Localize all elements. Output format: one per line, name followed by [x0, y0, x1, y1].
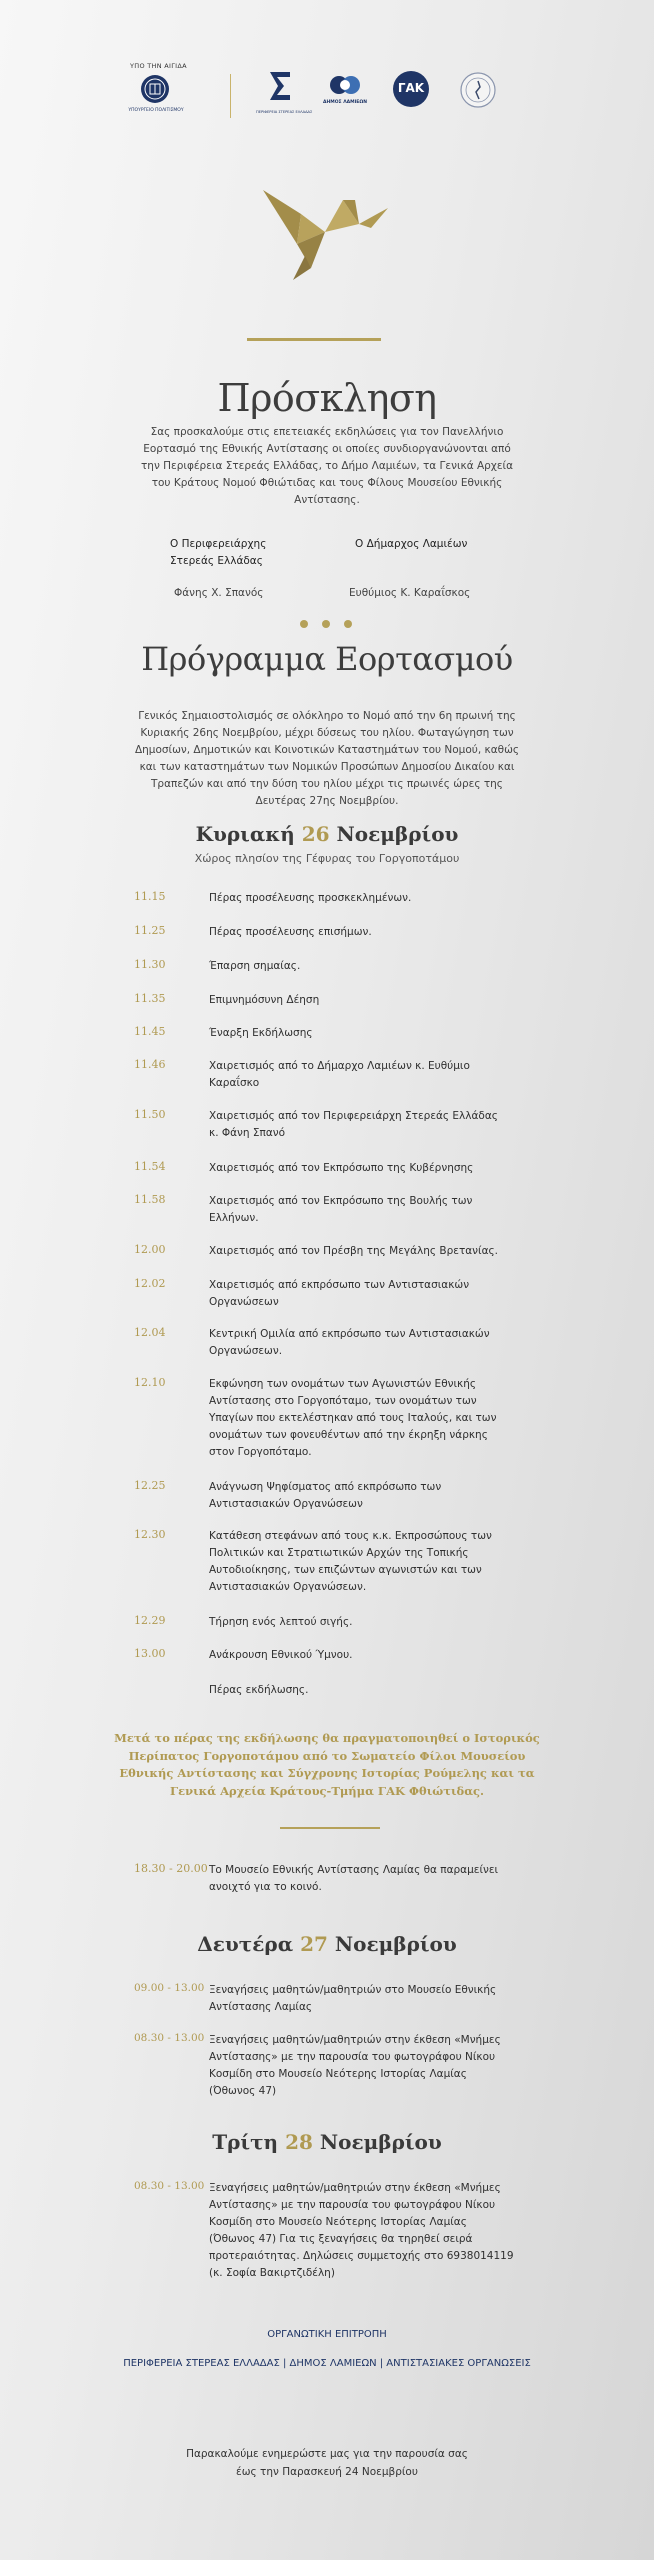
signatory-left-title [170, 536, 266, 570]
schedule-time: 11.46 [134, 1058, 166, 1071]
schedule-text: Χαιρετισμός από τον Εκπρόσωπο της Κυβέρνησης [209, 1162, 474, 1174]
committee-label: ΟΡΓΑΝΩΤΙΚΗ ΕΠΙΤΡΟΠΗ [267, 2329, 387, 2340]
signatory-right-title: Ο Δήμαρχος Λαμιέων [355, 538, 468, 550]
program-title: Πρόγραμμα Εορτασμού [141, 640, 513, 678]
day1-weekday: Κυριακή [195, 822, 302, 846]
day3-weekday: Τρίτη [212, 2130, 286, 2154]
municipality-logo [328, 72, 362, 98]
signatory-left-line1: Ο Περιφερειάρχης [170, 538, 267, 550]
rsvp-line1: Παρακαλούμε ενημερώστε μας για την παρουσία σας [186, 2448, 468, 2460]
schedule-text: Χαιρετισμός από εκπρόσωπο των Αντιστασιακών Οργανώσεων [209, 1279, 470, 1308]
gak-letters: ΓΑΚ [397, 81, 425, 95]
invitation-body: Σας προσκαλούμε στις επετειακές εκδηλώσεις για τον Πανελλήνιο Εορτασμό της Εθνικής Αντίστασης οι οποίες συνδιοργανώνονται από την Περιφέρεια Στερεάς Ελλάδας, το Δήμο Λαμιέων, τα Γενικά Αρχεία του Κράτους Νομού Φθιώτιδας και τους Φίλους Μουσείου Εθνικής Αντίστασης. [140, 426, 514, 506]
day2-weekday: Δευτέρα [197, 1932, 301, 1956]
schedule-text: Εκφώνηση των ονομάτων των Αγωνιστών Εθνικής Αντίστασης στο Γοργοπόταμο, των ονομάτων των Υπαγίων που εκτελέστηκαν από τους Ιταλούς, και των ονομάτων των φονευθέντων από την έκρηξη νάρκης στον Γοργοπόταμο. [209, 1378, 497, 1458]
schedule-text: Χαιρετισμός από τον Εκπρόσωπο της Βουλής των Ελλήνων. [209, 1195, 473, 1224]
gold-dots-divider [300, 620, 352, 628]
schedule-text: Χαιρετισμός από τον Περιφερειάρχη Στερεάς Ελλάδας κ. Φάνη Σπανό [209, 1110, 498, 1139]
signatory-left-line2: Στερεάς Ελλάδας [170, 555, 263, 567]
schedule-text: Πέρας εκδήλωσης. [209, 1684, 309, 1696]
day2-number: 27 [300, 1932, 328, 1956]
association-seal-logo [460, 72, 496, 108]
schedule-time: 11.25 [134, 924, 166, 937]
day1-number: 26 [301, 822, 330, 846]
schedule-text: Ξεναγήσεις μαθητών/μαθητριών στο Μουσείο Εθνικής Αντίστασης Λαμίας [209, 1984, 497, 2013]
day3-number: 28 [285, 2130, 313, 2154]
schedule-text: Επιμνημόσυνη Δέηση [209, 994, 320, 1006]
signatory-left-name: Φάνης Χ. Σπανός [174, 587, 264, 599]
day3-month: Νοεμβρίου [312, 2130, 442, 2154]
museum-text: Το Μουσείο Εθνικής Αντίστασης Λαμίας θα παραμείνει ανοιχτό για το κοινό. [209, 1864, 499, 1893]
ministry-emblem-icon [140, 74, 170, 104]
gold-divider-notice [280, 1827, 380, 1829]
rsvp-line2: έως την Παρασκευή 24 Νοεμβρίου [236, 2466, 418, 2478]
header-logos [130, 62, 510, 122]
day1-heading [0, 822, 654, 846]
schedule-time: 11.50 [134, 1108, 166, 1121]
schedule-time: 12.30 [134, 1528, 166, 1541]
day1-place: Χώρος πλησίον της Γέφυρας του Γοργοποτάμου [194, 852, 460, 865]
walk-notice: Μετά το πέρας της εκδήλωσης θα πραγματοποιηθεί ο Ιστορικός Περίπατος Γοργοποτάμου από το Σωματείο Φίλοι Μουσείου Εθνικής Αντίστασης και Σύγχρονης Ιστορίας Ρούμελης και τα Γενικά Αρχεία Κράτους-Τμήμα ΓΑΚ Φθιώτιδας. [114, 1731, 540, 1798]
schedule-text: Ανάγνωση Ψηφίσματος από εκπρόσωπο των Αντιστασιακών Οργανώσεων [209, 1481, 442, 1510]
day2-heading [0, 1932, 654, 1956]
signatory-right-name: Ευθύμιος Κ. Καραΐσκος [349, 587, 471, 599]
schedule-text: Κεντρική Ομιλία από εκπρόσωπο των Αντιστασιακών Οργανώσεων. [209, 1328, 490, 1357]
schedule-text: Ξεναγήσεις μαθητών/μαθητριών στην έκθεση «Μνήμες Αντίστασης» με την παρουσία του φωτογράφου Νίκου Κοσμίδη στο Μουσείο Νεότερης Ιστορίας Λαμίας (Όθωνος 47) Για τις ξεναγήσεις θα τηρηθεί σειρά προτεραιότητας. Δηλώσεις συμμετοχής στο 6938014119 (κ. Σοφία Βακιρτζιδέλη) [209, 2182, 514, 2279]
schedule-time: 12.04 [134, 1326, 166, 1339]
schedule-text: Χαιρετισμός από το Δήμαρχο Λαμιέων κ. Ευθύμιο Καραΐσκο [209, 1060, 470, 1089]
schedule-time: 11.45 [134, 1025, 166, 1038]
schedule-time: 12.10 [134, 1376, 166, 1389]
schedule-time: 11.54 [134, 1160, 166, 1173]
schedule-text: Κατάθεση στεφάνων από τους κ.κ. Εκπροσώπους των Πολιτικών και Στρατιωτικών Αρχών της Τοπικής Αυτοδιοίκησης, των επιζώντων αγωνιστών και των Αντιστασιακών Οργανώσεων. [209, 1530, 492, 1593]
schedule-time: 11.35 [134, 992, 166, 1005]
schedule-time: 13.00 [134, 1647, 166, 1660]
municipality-emblem-icon [328, 72, 362, 98]
municipality-caption: ΔΗΜΟΣ ΛΑΜΙΕΩΝ [323, 100, 367, 105]
schedule-time: 08.30 - 13.00 [134, 2032, 205, 2044]
program-intro: Γενικός Σημαιοστολισμός σε ολόκληρο το Νομό από την 6η πρωινή της Κυριακής 26ης Νοεμβρίου, μέχρι δύσεως του ηλίου. Φωταγώγηση των Δημοσίων, Δημοτικών και Κοινοτικών Καταστημάτων του Νομού, καθώς και των καταστημάτων των Νομικών Προσώπων Δημοσίου Δικαίου και Τραπεζών και από την δύση του ηλίου μέχρι τις πρωινές ώρες της Δευτέρας 27ης Νοεμβρίου. [134, 710, 520, 807]
schedule-time: 11.58 [134, 1193, 166, 1206]
schedule-time: 11.15 [134, 890, 166, 903]
ministry-of-culture-logo [140, 74, 170, 104]
day3-heading [0, 2130, 654, 2154]
schedule-text: Τήρηση ενός λεπτού σιγής. [209, 1616, 353, 1628]
day1-month: Νοεμβρίου [329, 822, 459, 846]
region-logo [267, 70, 293, 108]
organizers-line: ΠΕΡΙΦΕΡΕΙΑ ΣΤΕΡΕΑΣ ΕΛΛΑΔΑΣ | ΔΗΜΟΣ ΛΑΜΙΕΩΝ | ΑΝΤΙΣΤΑΣΙΑΚΕΣ ΟΡΓΑΝΩΣΕΙΣ [123, 2358, 531, 2369]
museum-time: 18.30 - 20.00 [134, 1862, 208, 1875]
gold-divider-top [247, 338, 381, 341]
header-divider [230, 74, 231, 118]
invitation-title: Πρόσκληση [217, 376, 437, 420]
schedule-text: Έναρξη Εκδήλωσης [209, 1027, 313, 1039]
schedule-time: 08.30 - 13.00 [134, 2180, 205, 2192]
schedule-time: 09.00 - 13.00 [134, 1982, 205, 1994]
schedule-time: 12.25 [134, 1479, 166, 1492]
schedule-time: 11.30 [134, 958, 166, 971]
seal-icon [460, 72, 496, 108]
schedule-text: Χαιρετισμός από τον Πρέσβη της Μεγάλης Βρετανίας. [209, 1245, 499, 1257]
schedule-text: Ξεναγήσεις μαθητών/μαθητριών στην έκθεση «Μνήμες Αντίστασης» με την παρουσία του φωτογράφου Νίκου Κοσμίδη στο Μουσείο Νεότερης Ιστορίας Λαμίας (Όθωνος 47) [209, 2034, 501, 2097]
schedule-time: 12.02 [134, 1277, 166, 1290]
schedule-text: Πέρας προσέλευσης επισήμων. [209, 926, 372, 938]
ministry-caption: ΥΠΟΥΡΓΕΙΟ ΠΟΛΙΤΙΣΜΟΥ [128, 108, 184, 113]
day2-month: Νοεμβρίου [327, 1932, 457, 1956]
gak-logo [392, 70, 430, 108]
schedule-text: Πέρας προσέλευσης προσκεκλημένων. [209, 892, 412, 904]
under-auspices-label: ΥΠΟ ΤΗΝ ΑΙΓΙΔΑ [130, 62, 187, 70]
region-caption: ΠΕΡΙΦΕΡΕΙΑ ΣΤΕΡΕΑΣ ΕΛΛΑΔΑΣ [256, 110, 313, 114]
schedule-time: 12.29 [134, 1614, 166, 1627]
schedule-text: Έπαρση σημαίας. [209, 960, 301, 972]
sigma-icon [267, 70, 293, 108]
origami-crane-icon [263, 190, 393, 284]
schedule-text: Ανάκρουση Εθνικού Ύμνου. [209, 1649, 353, 1661]
schedule-time: 12.00 [134, 1243, 166, 1256]
